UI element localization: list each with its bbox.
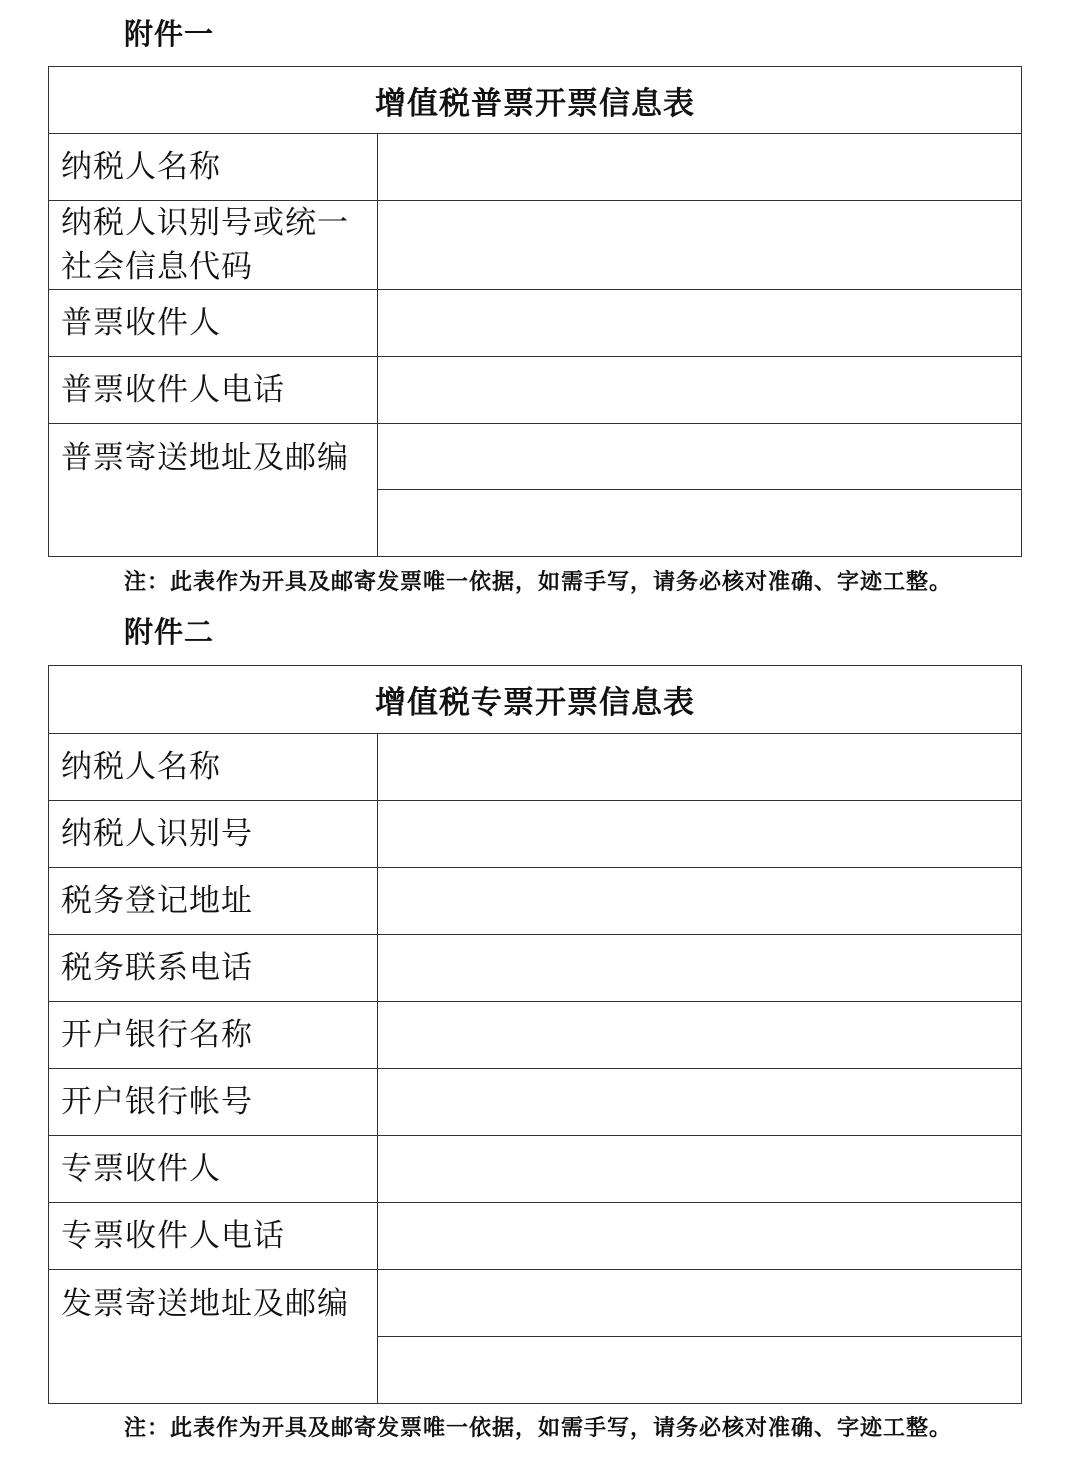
table-row bbox=[49, 290, 1022, 357]
table-row bbox=[49, 1270, 1022, 1337]
field-value-recipient-phone[interactable] bbox=[378, 1203, 1022, 1270]
table-row bbox=[49, 801, 1022, 868]
table-row bbox=[49, 1069, 1022, 1136]
table-title-row bbox=[49, 67, 1022, 134]
table-row bbox=[49, 1203, 1022, 1270]
attachment-two-label: 附件二 bbox=[124, 615, 215, 649]
field-label-taxpayer-name: 纳税人名称 bbox=[49, 734, 378, 801]
attachment-one-label: 附件一 bbox=[124, 17, 215, 51]
field-value-mailing-address[interactable] bbox=[378, 424, 1022, 490]
field-value-taxpayer-id-or-credit-code[interactable] bbox=[378, 201, 1022, 290]
field-label-recipient: 专票收件人 bbox=[49, 1136, 378, 1203]
field-value-recipient[interactable] bbox=[378, 290, 1022, 357]
field-label-recipient-phone: 专票收件人电话 bbox=[49, 1203, 378, 1270]
field-label-bank-name: 开户银行名称 bbox=[49, 1002, 378, 1069]
table-note: 注：此表作为开具及邮寄发票唯一依据，如需手写，请务必核对准确、字迹工整。 bbox=[124, 1415, 953, 1441]
field-label-recipient: 普票收件人 bbox=[49, 290, 378, 357]
field-value-postal-code[interactable] bbox=[378, 1337, 1022, 1404]
table-row bbox=[49, 734, 1022, 801]
field-label-recipient-phone: 普票收件人电话 bbox=[49, 357, 378, 424]
table-row bbox=[49, 201, 1022, 290]
table-title-row bbox=[49, 666, 1022, 734]
field-label-tax-registered-address: 税务登记地址 bbox=[49, 868, 378, 935]
field-value-taxpayer-name[interactable] bbox=[378, 134, 1022, 201]
field-value-tax-contact-phone[interactable] bbox=[378, 935, 1022, 1002]
field-value-bank-name[interactable] bbox=[378, 1002, 1022, 1069]
field-label-taxpayer-id-or-credit-code: 纳税人识别号或统一社会信息代码 bbox=[49, 201, 378, 290]
field-label-taxpayer-id: 纳税人识别号 bbox=[49, 801, 378, 868]
special-invoice-info-table bbox=[48, 665, 1022, 1404]
field-value-recipient-phone[interactable] bbox=[378, 357, 1022, 424]
field-label-taxpayer-name: 纳税人名称 bbox=[49, 134, 378, 201]
field-label-tax-contact-phone: 税务联系电话 bbox=[49, 935, 378, 1002]
field-value-postal-code[interactable] bbox=[378, 490, 1022, 557]
field-value-taxpayer-id[interactable] bbox=[378, 801, 1022, 868]
general-invoice-info-table bbox=[48, 66, 1022, 557]
field-value-tax-registered-address[interactable] bbox=[378, 868, 1022, 935]
field-value-taxpayer-name[interactable] bbox=[378, 734, 1022, 801]
field-label-bank-account: 开户银行帐号 bbox=[49, 1069, 378, 1136]
table-row bbox=[49, 1136, 1022, 1203]
table-row bbox=[49, 424, 1022, 490]
table-row bbox=[49, 868, 1022, 935]
table-row bbox=[49, 357, 1022, 424]
field-value-bank-account[interactable] bbox=[378, 1069, 1022, 1136]
table-title: 增值税普票开票信息表 bbox=[49, 67, 1022, 134]
table-note: 注：此表作为开具及邮寄发票唯一依据，如需手写，请务必核对准确、字迹工整。 bbox=[124, 569, 953, 595]
field-value-recipient[interactable] bbox=[378, 1136, 1022, 1203]
table-row bbox=[49, 935, 1022, 1002]
table-title: 增值税专票开票信息表 bbox=[49, 666, 1022, 734]
table-row bbox=[49, 134, 1022, 201]
field-label-mailing-address: 普票寄送地址及邮编 bbox=[49, 424, 378, 557]
field-label-mailing-address: 发票寄送地址及邮编 bbox=[49, 1270, 378, 1404]
table-row bbox=[49, 1002, 1022, 1069]
field-value-mailing-address[interactable] bbox=[378, 1270, 1022, 1337]
